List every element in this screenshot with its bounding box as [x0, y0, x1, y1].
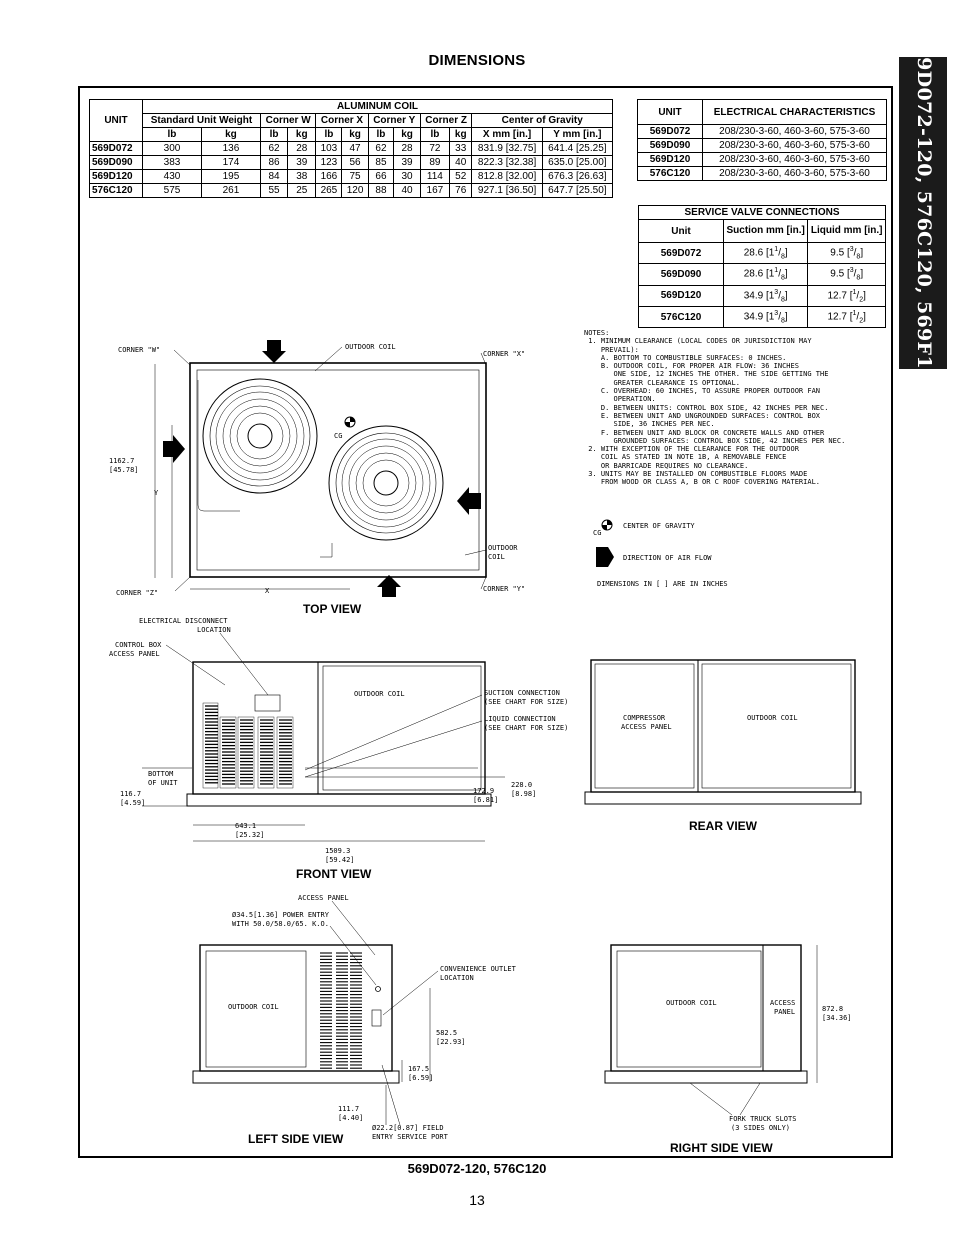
- control-box-label-2: ACCESS PANEL: [109, 650, 160, 658]
- dim-582-in: [22.93]: [436, 1038, 466, 1046]
- weights-value-cell: 265: [316, 184, 342, 198]
- footer-model: 569D072-120, 576C120: [407, 1161, 547, 1176]
- top-cg-label: CG: [334, 432, 343, 440]
- weights-value-cell: 40: [394, 184, 421, 198]
- left-side-view: [193, 894, 517, 1146]
- legend-air-flow: DIRECTION OF AIR FLOW: [623, 554, 712, 562]
- convenience-label-1: CONVENIENCE OUTLET: [440, 965, 516, 973]
- rear-outdoor-coil-label: OUTDOOR COIL: [747, 714, 798, 722]
- field-entry-label-2: ENTRY SERVICE PORT: [372, 1133, 448, 1141]
- sv-suction-in-whole: 1: [768, 311, 775, 323]
- dimension-drawings: [80, 325, 890, 1155]
- front-view-title: FRONT VIEW: [296, 867, 372, 881]
- weights-value-cell: 635.0 [25.00]: [542, 156, 612, 170]
- right-side-view: [605, 945, 852, 1155]
- sv-suction-in-whole: 1: [768, 268, 775, 280]
- outdoor-coil-top-label: OUTDOOR COIL: [345, 343, 396, 351]
- weights-value-cell: 383: [143, 156, 202, 170]
- weights-value-cell: 641.4 [25.25]: [542, 142, 612, 156]
- axis-y-label: Y: [154, 489, 159, 497]
- group-header: Corner Y: [368, 114, 420, 128]
- compressor-label-1: COMPRESSOR: [623, 714, 666, 722]
- rear-view-title: REAR VIEW: [689, 819, 758, 833]
- sv-suction-in-whole: 1: [768, 247, 775, 259]
- airflow-right-arrow-icon: [163, 435, 185, 463]
- bottom-label-2: OF UNIT: [148, 779, 178, 787]
- dim-228-in: [8.98]: [511, 790, 537, 798]
- sv-suction-in-denominator: 8: [780, 317, 785, 325]
- weights-value-cell: 28: [288, 142, 316, 156]
- weights-unit-cell: 576C120: [90, 184, 143, 198]
- top-view-title: TOP VIEW: [303, 602, 362, 616]
- suction-label-1: SUCTION CONNECTION: [484, 689, 560, 697]
- weights-value-cell: 120: [342, 184, 368, 198]
- sv-liquid-cell: 12.7 $[^1/_2]$: [808, 306, 886, 327]
- sv-suction-mm: 34.9: [743, 289, 764, 301]
- airflow-up-arrow-icon: [377, 575, 401, 597]
- weights-value-cell: 72: [420, 142, 449, 156]
- sv-liquid-mm: 12.7: [827, 311, 847, 323]
- sv-liquid-in-denominator: 8: [856, 253, 861, 261]
- sv-suction-in-whole: 1: [768, 289, 775, 301]
- sv-liquid-cell: 12.7 $[^1/_2]$: [808, 285, 886, 306]
- unit-header: UNIT: [90, 100, 143, 142]
- electrical-value-cell: 208/230-3-60, 460-3-60, 575-3-60: [703, 125, 887, 139]
- sv-suction-in-denominator: 8: [780, 274, 785, 282]
- sub-header: lb: [143, 128, 202, 142]
- weights-value-cell: 831.9 [32.75]: [472, 142, 542, 156]
- sv-suction-header: Suction mm [in.]: [724, 220, 808, 243]
- sv-liquid-mm: 9.5: [830, 268, 845, 280]
- electrical-row: [638, 125, 887, 139]
- weights-value-cell: 261: [201, 184, 260, 198]
- sv-suction-in-numerator: 1: [774, 246, 779, 253]
- corner-x-label: CORNER "X": [483, 350, 526, 358]
- dim-167-in: [6.59]: [408, 1074, 434, 1082]
- weights-value-cell: 430: [143, 170, 202, 184]
- electrical-unit-cell: 569D120: [638, 153, 703, 167]
- sv-suction-in-numerator: 3: [774, 288, 779, 296]
- power-entry-label-1: Ø34.5[1.36] POWER ENTRY: [232, 911, 329, 919]
- weights-value-cell: 85: [368, 156, 394, 170]
- dim-172-mm: 172.9: [473, 787, 495, 795]
- dim-116-mm: 116.7: [120, 790, 142, 798]
- power-entry-label-2: WITH 50.0/58.0/65. K.O.: [232, 920, 329, 928]
- sub-header: lb: [368, 128, 394, 142]
- weights-value-cell: 62: [260, 142, 287, 156]
- weights-value-cell: 55: [260, 184, 287, 198]
- sub-header: X mm [in.]: [472, 128, 542, 142]
- weights-value-cell: 822.3 [32.38]: [472, 156, 542, 170]
- sub-header: kg: [450, 128, 472, 142]
- weights-value-cell: 174: [201, 156, 260, 170]
- weights-unit-cell: 569D090: [90, 156, 143, 170]
- weights-value-cell: 38: [288, 170, 316, 184]
- dim-167-mm: 167.5: [408, 1065, 430, 1073]
- weights-value-cell: 40: [450, 156, 472, 170]
- page-number: 13: [469, 1192, 485, 1208]
- disconnect-label-1: ELECTRICAL DISCONNECT: [139, 617, 228, 625]
- front-view: [109, 617, 568, 881]
- weights-value-cell: 56: [342, 156, 368, 170]
- sv-liquid-in-numerator: 1: [852, 288, 857, 296]
- weights-row: [90, 184, 613, 198]
- outdoor-coil-label-2: COIL: [488, 553, 505, 561]
- weights-value-cell: 676.3 [26.63]: [542, 170, 612, 184]
- weights-row: [90, 156, 613, 170]
- sub-header: kg: [394, 128, 421, 142]
- group-header: Center of Gravity: [472, 114, 613, 128]
- front-outdoor-coil-label: OUTDOOR COIL: [354, 690, 405, 698]
- weights-value-cell: 30: [394, 170, 421, 184]
- weights-value-cell: 86: [260, 156, 287, 170]
- sub-header: kg: [201, 128, 260, 142]
- dim-872-mm: 872.8: [822, 1005, 844, 1013]
- weights-value-cell: 62: [368, 142, 394, 156]
- right-access-label-1: ACCESS: [770, 999, 796, 1007]
- weights-unit-cell: 569D072: [90, 142, 143, 156]
- weights-value-cell: 647.7 [25.50]: [542, 184, 612, 198]
- group-header: Corner X: [316, 114, 368, 128]
- weights-row: [90, 170, 613, 184]
- legend-dimensions-note: DIMENSIONS IN [ ] ARE IN INCHES: [597, 580, 728, 588]
- dim-y-mm: 1162.7: [109, 457, 135, 465]
- sv-suction-mm: 28.6: [743, 268, 764, 280]
- sv-liquid-in-numerator: 3: [849, 267, 854, 275]
- dim-1509-in: [59.42]: [325, 856, 355, 864]
- outdoor-coil-label-1: OUTDOOR: [488, 544, 518, 552]
- sub-header: kg: [288, 128, 316, 142]
- liquid-label-1: LIQUID CONNECTION: [484, 715, 556, 723]
- dim-111-in: [4.40]: [338, 1114, 364, 1122]
- electrical-value-cell: 208/230-3-60, 460-3-60, 575-3-60: [703, 139, 887, 153]
- sv-liquid-in-numerator: 1: [852, 309, 857, 317]
- dim-643-mm: 643.1: [235, 822, 257, 830]
- field-entry-label-1: Ø22.2[0.87] FIELD: [372, 1124, 444, 1132]
- sv-suction-in-numerator: 3: [774, 309, 779, 317]
- dim-643-in: [25.32]: [235, 831, 265, 839]
- sv-suction-in-denominator: 8: [780, 253, 785, 261]
- compressor-label-2: ACCESS PANEL: [621, 723, 672, 731]
- weights-value-cell: 89: [420, 156, 449, 170]
- right-outdoor-coil-label: OUTDOOR COIL: [666, 999, 717, 1007]
- dim-1509-mm: 1509.3: [325, 847, 351, 855]
- weights-value-cell: 103: [316, 142, 342, 156]
- side-tab-label: 569D072-120, 576C120, 569F120: [913, 30, 935, 396]
- dim-582-mm: 582.5: [436, 1029, 458, 1037]
- legend-center-of-gravity: CENTER OF GRAVITY: [623, 522, 695, 530]
- weights-value-cell: 123: [316, 156, 342, 170]
- sv-unit-header: Unit: [639, 220, 724, 243]
- electrical-row: [638, 153, 887, 167]
- dim-116-in: [4.59]: [120, 799, 146, 807]
- weights-value-cell: 114: [420, 170, 449, 184]
- dim-872-in: [34.36]: [822, 1014, 852, 1022]
- weights-value-cell: 75: [342, 170, 368, 184]
- service-valve-row: [639, 285, 886, 306]
- weights-value-cell: 28: [394, 142, 421, 156]
- service-valve-title: SERVICE VALVE CONNECTIONS: [639, 206, 886, 220]
- sv-suction-in-denominator: 8: [780, 295, 785, 303]
- weights-unit-cell: 569D120: [90, 170, 143, 184]
- sv-liquid-cell: 9.5 $[^3/_8]$: [808, 264, 886, 285]
- weights-value-cell: 195: [201, 170, 260, 184]
- electrical-value-cell: 208/230-3-60, 460-3-60, 575-3-60: [703, 153, 887, 167]
- axis-x-label: X: [265, 587, 270, 595]
- bottom-label-1: BOTTOM: [148, 770, 174, 778]
- dim-y-in: [45.78]: [109, 466, 139, 474]
- weights-value-cell: 812.8 [32.00]: [472, 170, 542, 184]
- notes-block: NOTES: 1. MINIMUM CLEARANCE (LOCAL CODES OR JURISDICTION MAY PREVAIL): A. BOTTOM TO COMBUSTIBLE SURFACES: 0 INCHES. B. OUTDOOR COIL, FOR PROPER AIR FLOW: 36 INCHES ONE SIDE, 12 INCHES THE OTHER. THE SIDE GETTING THE GREATER CLEARANCE IS OPTIONAL. C. OVERHEAD: 60 INCHES, TO ASSURE PROPER OUTDOOR FAN OPERATION. D. BETWEEN UNITS: CONTROL BOX SIDE, 42 INCHES PER NEC. E. BETWEEN UNIT AND UNGROUNDED SURFACES: CONTROL BOX SIDE, 36 INCHES PER NEC. F. BETWEEN UNIT AND BLOCK OR CONCRETE WALLS AND OTHER GROUNDED SURFACES: CONTROL BOX SIDE, 42 INCHES PER NEC. 2. WITH EXCEPTION OF THE CLEARANCE FOR THE OUTDOOR COIL AS STATED IN NOTE 1B, A REMOVABLE FENCE OR BARRICADE REQUIRES NO CLEARANCE. 3. UNITS MAY BE INSTALLED ON COMBUSTIBLE FLOORS MADE FROM WOOD OR CLASS A, B OR C ROOF COVERING MATERIAL.: [584, 329, 846, 487]
- weights-value-cell: 33: [450, 142, 472, 156]
- group-header: Corner Z: [420, 114, 472, 128]
- weights-value-cell: 136: [201, 142, 260, 156]
- weights-table-body: [90, 142, 613, 198]
- top-view: [109, 340, 525, 616]
- sv-unit-cell: 569D090: [639, 264, 724, 285]
- rear-view: [585, 660, 861, 833]
- corner-w-label: CORNER "W": [118, 346, 161, 354]
- airflow-arrow-icon: [596, 547, 614, 567]
- disconnect-label-2: LOCATION: [197, 626, 231, 634]
- sv-liquid-in-denominator: 8: [856, 274, 861, 282]
- airflow-left-arrow-icon: [457, 487, 481, 515]
- right-access-label-2: PANEL: [774, 1008, 796, 1016]
- weights-value-cell: 76: [450, 184, 472, 198]
- weights-row: [90, 142, 613, 156]
- weights-value-cell: 927.1 [36.50]: [472, 184, 542, 198]
- electrical-value-cell: 208/230-3-60, 460-3-60, 575-3-60: [703, 167, 887, 181]
- weights-value-cell: 25: [288, 184, 316, 198]
- liquid-label-2: (SEE CHART FOR SIZE): [484, 724, 569, 732]
- legend-cg-label: CG: [593, 529, 602, 537]
- electrical-row: [638, 139, 887, 153]
- sv-liquid-in-denominator: 2: [859, 295, 864, 303]
- electrical-table: [637, 99, 887, 181]
- weights-value-cell: 88: [368, 184, 394, 198]
- service-valve-table-body: [639, 243, 886, 328]
- sv-suction-cell: 28.6 $[1^1/_8]$: [724, 243, 808, 264]
- weights-value-cell: 300: [143, 142, 202, 156]
- weights-table: [89, 99, 613, 198]
- coil-header: ALUMINUM COIL: [143, 100, 613, 114]
- weights-value-cell: 166: [316, 170, 342, 184]
- airflow-down-arrow-icon: [262, 340, 286, 363]
- corner-z-label: CORNER "Z": [116, 589, 159, 597]
- sv-unit-cell: 576C120: [639, 306, 724, 327]
- sv-liquid-cell: 9.5 $[^3/_8]$: [808, 243, 886, 264]
- sub-header: kg: [342, 128, 368, 142]
- sv-liquid-mm: 12.7: [827, 289, 847, 301]
- sv-suction-mm: 28.6: [743, 247, 764, 259]
- electrical-unit-cell: 569D090: [638, 139, 703, 153]
- sub-header: lb: [316, 128, 342, 142]
- dim-172-in: [6.81]: [473, 796, 499, 804]
- weights-value-cell: 575: [143, 184, 202, 198]
- sub-header: lb: [260, 128, 287, 142]
- sv-liquid-in-numerator: 3: [849, 246, 854, 253]
- sv-suction-cell: 34.9 $[1^3/_8]$: [724, 306, 808, 327]
- sv-suction-cell: 28.6 $[1^1/_8]$: [724, 264, 808, 285]
- page-title: DIMENSIONS: [428, 52, 526, 69]
- corner-y-label: CORNER "Y": [483, 585, 526, 593]
- dim-228-mm: 228.0: [511, 781, 533, 789]
- left-side-view-title: LEFT SIDE VIEW: [248, 1132, 344, 1146]
- convenience-label-2: LOCATION: [440, 974, 474, 982]
- electrical-unit-cell: 569D072: [638, 125, 703, 139]
- service-valve-table: [638, 205, 886, 328]
- service-valve-row: [639, 264, 886, 285]
- sv-suction-mm: 34.9: [743, 311, 764, 323]
- left-louvers: [320, 953, 362, 1068]
- electrical-unit-cell: 576C120: [638, 167, 703, 181]
- weights-value-cell: 66: [368, 170, 394, 184]
- group-header: Corner W: [260, 114, 315, 128]
- left-outdoor-coil-label: OUTDOOR COIL: [228, 1003, 279, 1011]
- sv-suction-cell: 34.9 $[1^3/_8]$: [724, 285, 808, 306]
- sv-liquid-header: Liquid mm [in.]: [808, 220, 886, 243]
- suction-label-2: (SEE CHART FOR SIZE): [484, 698, 569, 706]
- fork-truck-label-2: (3 SIDES ONLY): [731, 1124, 791, 1132]
- electrical-row: [638, 167, 887, 181]
- weights-value-cell: 39: [288, 156, 316, 170]
- sv-liquid-mm: 9.5: [830, 247, 845, 259]
- weights-value-cell: 47: [342, 142, 368, 156]
- sv-liquid-in-denominator: 2: [859, 317, 864, 325]
- weights-value-cell: 39: [394, 156, 421, 170]
- dim-111-mm: 111.7: [338, 1105, 360, 1113]
- group-header: Standard Unit Weight: [143, 114, 261, 128]
- sub-header: lb: [420, 128, 449, 142]
- electrical-table-body: [638, 125, 887, 181]
- left-access-panel-label: ACCESS PANEL: [298, 894, 349, 902]
- sub-header: Y mm [in.]: [542, 128, 612, 142]
- weights-value-cell: 52: [450, 170, 472, 184]
- legend: [593, 520, 728, 588]
- fork-truck-label-1: FORK TRUCK SLOTS: [729, 1115, 797, 1123]
- electrical-characteristics-header: ELECTRICAL CHARACTERISTICS: [703, 100, 887, 125]
- service-valve-row: [639, 243, 886, 264]
- sv-unit-cell: 569D072: [639, 243, 724, 264]
- weights-value-cell: 167: [420, 184, 449, 198]
- weights-value-cell: 84: [260, 170, 287, 184]
- sv-unit-cell: 569D120: [639, 285, 724, 306]
- control-box-label-1: CONTROL BOX: [115, 641, 162, 649]
- sv-suction-in-numerator: 1: [774, 267, 779, 275]
- right-side-view-title: RIGHT SIDE VIEW: [670, 1141, 773, 1155]
- electrical-unit-header: UNIT: [638, 100, 703, 125]
